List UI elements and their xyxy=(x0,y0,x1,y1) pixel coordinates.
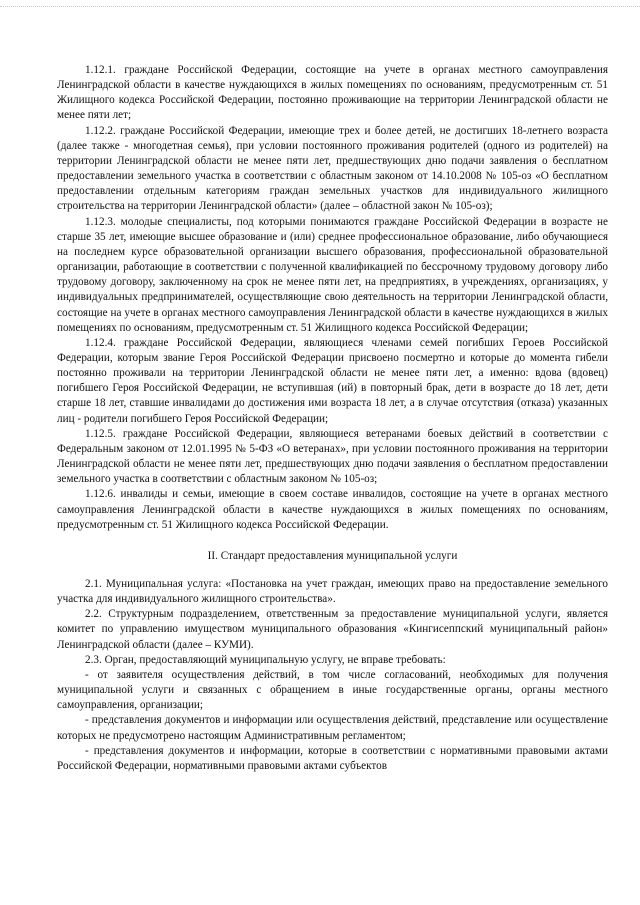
paragraph-2-2: 2.2. Структурным подразделением, ответственным за предоставление муниципальной услуги, является комитет по управлению имуществом муниципального образования «Кингисеппский муниципальный район» Ленинградской области (далее – КУМИ). xyxy=(57,608,608,651)
paragraph-1-12-4: 1.12.4. граждане Российской Федерации, являющиеся членами семей погибших Героев Российской Федерации, которым звание Героя Российской Федерации присвоено посмертно и которые до момента гибели постоянно проживали на территории Ленинградской области не менее пяти лет, а именно: вдова (вдовец) погибшего Героя Российской Федерации, не вступившая (ий) в повторный брак, дети в возрасте до 18 лет, дети старше 18 лет, ставшие инвалидами до достижения ими возраста 18 лет, а в случае отсутствия (отказа) указанных лиц - родители погибшего Героя Российской Федерации; xyxy=(57,336,608,425)
paragraph-1-12-5: 1.12.5. граждане Российской Федерации, являющиеся ветеранами боевых действий в соответствии с Федеральным законом от 12.01.1995 № 5-ФЗ «О ветеранах», при условии постоянного проживания на территории Ленинградской области не менее пяти лет, предшествующих дню подачи заявления о бесплатном предоставлении земельного участка в соответствии с областным законом № 105-оз; xyxy=(57,427,608,486)
paragraph-2-3-item-2: - представления документов и информации или осуществления действий, представление или осуществление которых не предусмотрено настоящим Административным регламентом; xyxy=(57,714,608,742)
scan-top-edge xyxy=(0,6,640,8)
document-body xyxy=(57,63,608,774)
paragraph-2-1: 2.1. Муниципальная услуга: «Постановка на учет граждан, имеющих право на предоставление земельного участка для индивидуального жилищного строительства». xyxy=(57,578,608,606)
paragraph-2-3-item-1: - от заявителя осуществления действий, в том числе согласований, необходимых для получения муниципальной услуги и связанных с обращением в иные государственные органы, органы местного самоуправления, организации; xyxy=(57,668,608,712)
paragraph-2-3: 2.3. Орган, предоставляющий муниципальную услугу, не вправе требовать: xyxy=(85,653,446,666)
paragraph-1-12-1: 1.12.1. граждане Российской Федерации, состоящие на учете в органах местного самоуправления Ленинградской области в качестве нуждающихся в жилых помещениях по основаниям, предусмотренным ст. 51 Жилищного кодекса Российской Федерации, постоянно проживающие на территории Ленинградской области не менее пяти лет; xyxy=(57,64,608,122)
paragraph-1-12-6: 1.12.6. инвалиды и семьи, имеющие в своем составе инвалидов, состоящие на учете в органах местного самоуправления Ленинградской области в качестве нуждающихся в жилых помещениях по основаниям, предусмотренным ст. 51 Жилищного кодекса Российской Федерации. xyxy=(57,488,608,531)
paragraph-2-3-item-3: - представления документов и информации, которые в соответствии с нормативными правовыми актами Российской Федерации, нормативными правовыми актами субъектов xyxy=(57,744,608,772)
paragraph-1-12-2: 1.12.2. граждане Российской Федерации, имеющие трех и более детей, не достигших 18-летнего возраста (далее также - многодетная семья), при условии постоянного проживания родителей (одного из родителей) на территории Ленинградской области не менее пяти лет, предшествующих дню подачи заявления о бесплатном предоставлении земельного участка в соответствии с областным законом от 14.10.2008 № 105-оз «О бесплатном предоставлении отдельным категориям граждан земельных участков для индивидуального жилищного строительства на территории Ленинградской области» (далее – областной закон № 105-оз); xyxy=(57,124,608,213)
section-heading: II. Стандарт предоставления муниципальной услуги xyxy=(207,549,458,562)
paragraph-1-12-3: 1.12.3. молодые специалисты, под которыми понимаются граждане Российской Федерации в возрасте не старше 35 лет, имеющие высшее образование и (или) среднее профессиональное образование, либо обучающиеся на последнем курсе образовательной организации высшего образования, профессиональной образовательной организации, работающие в соответствии с полученной квалификацией по бессрочному трудовому договору либо трудовому договору, заключенному на срок не менее пяти лет, на предприятиях, в учреждениях, организациях, у индивидуальных предпринимателей, осуществляющие свою деятельность на территории Ленинградской области, состоящие на учете в органах местного самоуправления Ленинградской области в качестве нуждающихся в жилых помещениях по основаниям, предусмотренным ст. 51 Жилищного кодекса Российской Федерации; xyxy=(57,215,608,334)
